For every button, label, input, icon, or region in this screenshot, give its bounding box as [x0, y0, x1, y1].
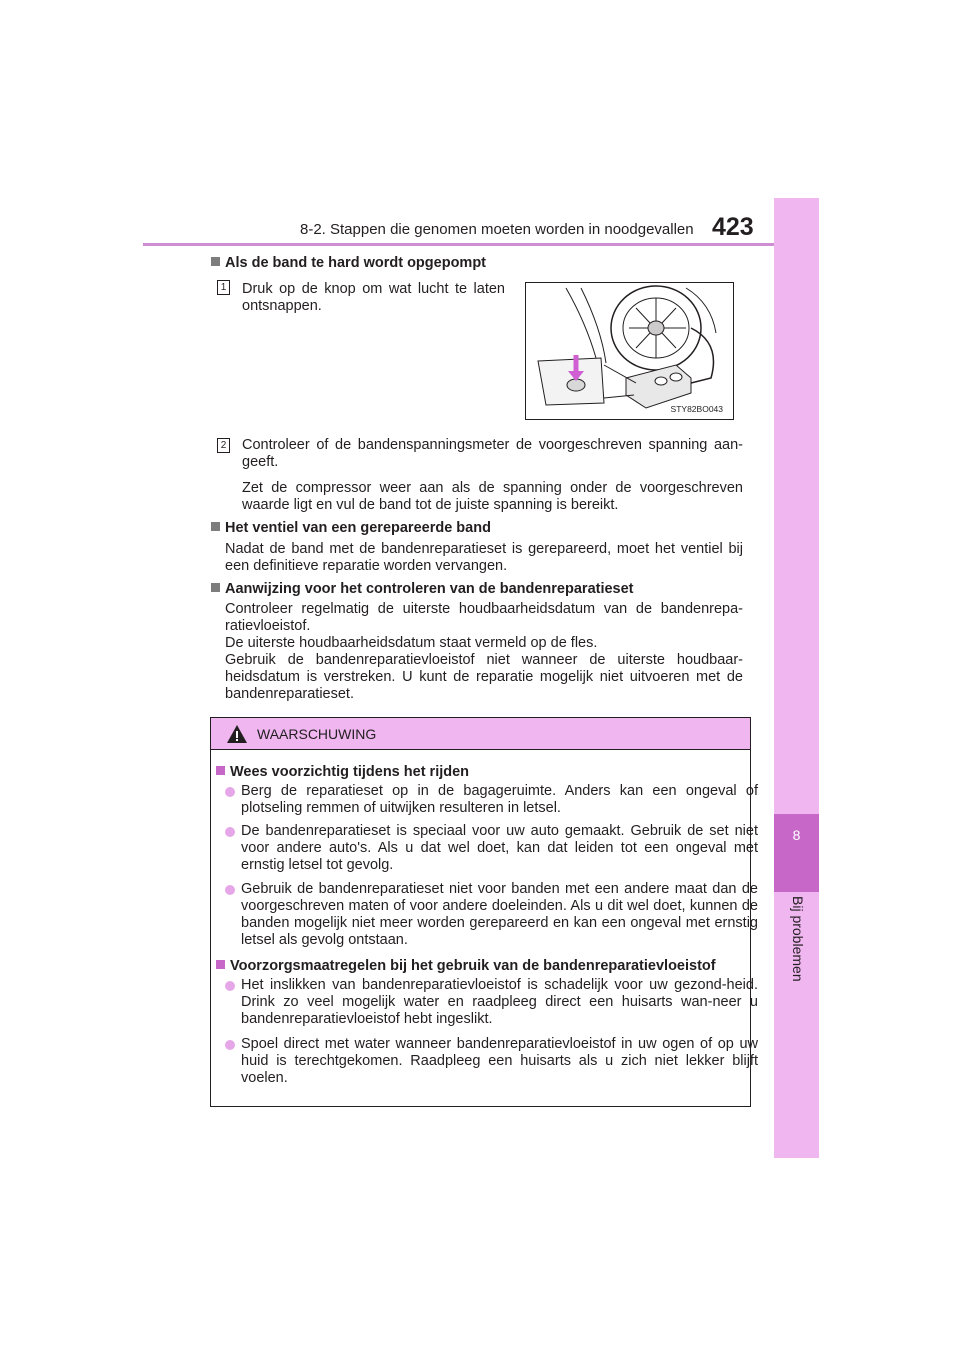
step-1-text: Druk op de knop om wat lucht te laten ontsnappen. [242, 281, 505, 314]
chapter-number: 8 [792, 827, 801, 843]
section-2-text: Nadat de band met de bandenreparatieset is gerepareerd, moet het ventiel bij een definitieve reparatie worden vervangen. [225, 541, 743, 574]
square-bullet-icon [216, 960, 225, 969]
section-3-line-1: Controleer regelmatig de uiterste houdbaarheidsdatum van de bandenrepa-ratievloeistof. [225, 601, 743, 634]
section-3-line-3: Gebruik de bandenreparatievloeistof niet wanneer de uiterste houdbaar-heidsdatum is verstreken. U kunt de reparatie mogelijk niet uitvoeren met de bandenreparatieset. [225, 652, 743, 702]
running-header: 8-2. Stappen die genomen moeten worden in noodgevallen [300, 221, 694, 238]
warning-subheading [216, 764, 469, 780]
chapter-name-label: Bij problemen [790, 896, 806, 982]
subheading-text: Voorzorgsmaatregelen bij het gebruik van de bandenreparatievloeistof [230, 958, 716, 974]
square-bullet-icon [211, 522, 220, 531]
bullet-dot-icon [225, 827, 235, 837]
header-divider [143, 243, 791, 246]
bullet-dot-icon [225, 787, 235, 797]
warning-triangle-icon [226, 724, 248, 744]
heading-text: Als de band te hard wordt opgepompt [225, 255, 486, 271]
warning-bullet [224, 783, 758, 817]
warning-bullet [224, 823, 758, 874]
chapter-name [788, 896, 808, 1056]
figure-code: STY82BO043 [670, 404, 723, 414]
warning-title: WAARSCHUWING [257, 726, 377, 742]
warning-subheading [216, 958, 716, 974]
warning-bullet [224, 881, 758, 949]
bullet-text: Berg de reparatieset op in de bagageruimte. Anders kan een ongeval of plotseling remmen of uitwijken resulteren in letsel. [241, 783, 758, 816]
bullet-dot-icon [225, 885, 235, 895]
bullet-text: De bandenreparatieset is speciaal voor uw auto gemaakt. Gebruik de set niet voor andere auto's. Als u dat wel doet, kan dat leiden tot een ongeval met ernstig letsel tot gevolg. [241, 823, 758, 873]
warning-box [210, 717, 758, 1107]
section-heading [211, 520, 491, 536]
bullet-text: Het inslikken van bandenreparatievloeistof is schadelijk voor uw gezond-heid. Drink zo veel mogelijk water en raadpleeg direct een huisarts wan-neer u bandenreparatievloeistof hebt ingeslikt. [241, 977, 758, 1027]
heading-text: Het ventiel van een gerepareerde band [225, 520, 491, 536]
bullet-text: Gebruik de bandenreparatieset niet voor banden met een andere maat dan de voorgeschreven maten of voor andere doeleinden. Als u dit wel doet, kunnen de banden mogelijk niet meer worden gerepareerd en kan een ongeval met ernstig letsel als gevolg ontstaan. [241, 881, 758, 948]
step-number-2: 2 [217, 438, 230, 453]
section-3-line-2: De uiterste houdbaarheidsdatum staat vermeld op de fles. [225, 635, 598, 651]
bullet-dot-icon [225, 1040, 235, 1050]
warning-bullet [224, 1036, 758, 1087]
section-heading [211, 255, 486, 271]
bullet-text: Spoel direct met water wanneer bandenreparatievloeistof in uw ogen of op uw huid is terechtgekomen. Raadpleeg een huisarts als u zich niet lekker blijft voelen. [241, 1036, 758, 1086]
heading-text: Aanwijzing voor het controleren van de bandenreparatieset [225, 581, 634, 597]
warning-header [211, 718, 750, 750]
section-heading [211, 581, 634, 597]
chapter-number-block [774, 814, 819, 892]
square-bullet-icon [211, 583, 220, 592]
subheading-text: Wees voorzichtig tijdens het rijden [230, 764, 470, 780]
square-bullet-icon [216, 766, 225, 775]
warning-bullet [224, 977, 758, 1028]
page-number: 423 [712, 213, 754, 241]
step-2-text: Controleer of de bandenspanningsmeter de voorgeschreven spanning aan-geeft. [242, 437, 743, 470]
tire-compressor-image [526, 283, 733, 419]
step-2-note: Zet de compressor weer aan als de spanning onder de voorgeschreven waarde ligt en vul de band tot de juiste spanning is bereikt. [242, 480, 743, 513]
bullet-dot-icon [225, 981, 235, 991]
square-bullet-icon [211, 257, 220, 266]
step-number-1: 1 [217, 280, 230, 295]
compressor-illustration [525, 282, 734, 420]
